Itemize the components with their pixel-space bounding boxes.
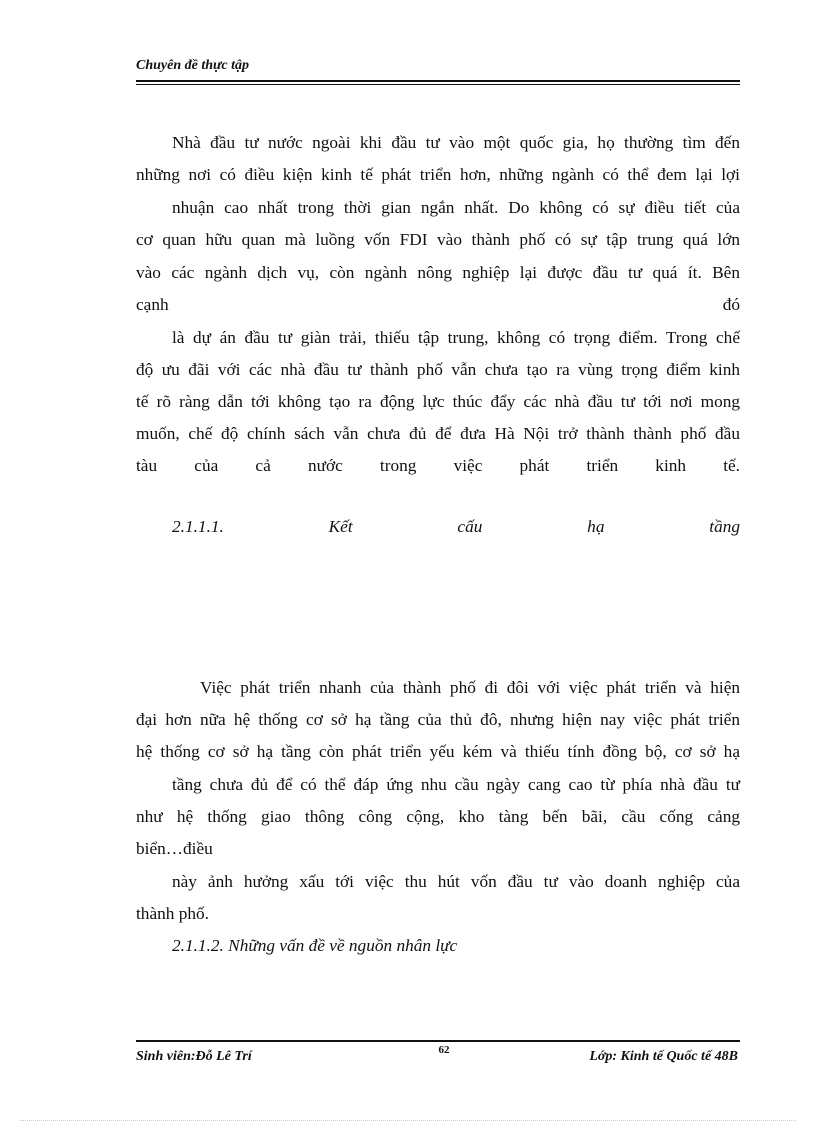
header-rule-thin [136, 84, 740, 85]
paragraph-1-line: độ ưu đãi với các nhà đầu tư thành phố vẫn chưa tạo ra vùng trọng điểm kinh [136, 360, 740, 379]
page-edge [20, 1120, 796, 1121]
paragraph-2-line: đại hơn nữa hệ thống cơ sở hạ tầng của thủ đô, nhưng hiện nay việc phát triển [136, 710, 740, 729]
paragraph-2-line: Việc phát triển nhanh của thành phố đi đôi với việc phát triển và hiện [200, 678, 740, 697]
paragraph-1-line: những nơi có điều kiện kinh tế phát triển hơn, những ngành có thể đem lại lợi [136, 165, 740, 184]
paragraph-1-line: Nhà đầu tư nước ngoài khi đầu tư vào một quốc gia, họ thường tìm đến [172, 133, 740, 152]
paragraph-2-line: hệ thống cơ sở hạ tầng còn phát triển yếu kém và thiếu tính đồng bộ, cơ sở hạ [136, 742, 740, 761]
header-title: Chuyên đề thực tập [136, 58, 250, 73]
paragraph-1-line: cạnh đó [136, 295, 740, 314]
paragraph-2-line: như hệ thống giao thông công cộng, kho tàng bến bãi, cầu cống cảng [136, 807, 740, 826]
header-rule-thick [136, 80, 740, 82]
footer-student: Sinh viên:Đỗ Lê Trí [136, 1049, 252, 1064]
paragraph-1-line: vào các ngành dịch vụ, còn ngành nông nghiệp lại được đầu tư quá ít. Bên [136, 263, 740, 282]
page-number: 62 [438, 1044, 450, 1056]
paragraph-2-line: biển…điều [136, 839, 213, 858]
footer-class: Lớp: Kinh tế Quốc tế 48B [589, 1049, 738, 1064]
paragraph-1-line: là dự án đầu tư giàn trải, thiếu tập trung, không có trọng điểm. Trong chế [172, 328, 740, 347]
paragraph-2-line: thành phố. [136, 904, 209, 923]
section-heading: 2.1.1.2. Những vấn đề về nguồn nhân lực [172, 936, 458, 955]
paragraph-2-line: này ảnh hưởng xấu tới việc thu hút vốn đầu tư vào doanh nghiệp của [172, 872, 740, 891]
paragraph-1-line: nhuận cao nhất trong thời gian ngắn nhất. Do không có sự điều tiết của [172, 198, 740, 217]
section-heading: 2.1.1.1. Kết cấu hạ tầng [172, 517, 740, 536]
paragraph-2-line: tầng chưa đủ để có thể đáp ứng nhu cầu ngày cang cao từ phía nhà đầu tư [172, 775, 740, 794]
paragraph-1-line: cơ quan hữu quan mà luồng vốn FDI vào thành phố có sự tập trung quá lớn [136, 230, 740, 249]
paragraph-1-line: tế rõ ràng dẫn tới không tạo ra động lực thúc đẩy các nhà đầu tư tới nơi mong [136, 392, 740, 411]
paragraph-1-line: tàu của cả nước trong việc phát triển kinh tế. [136, 456, 740, 475]
paragraph-1-line: muốn, chế độ chính sách vẫn chưa đủ để đưa Hà Nội trở thành thành phố đầu [136, 424, 740, 443]
footer-rule [136, 1040, 740, 1042]
